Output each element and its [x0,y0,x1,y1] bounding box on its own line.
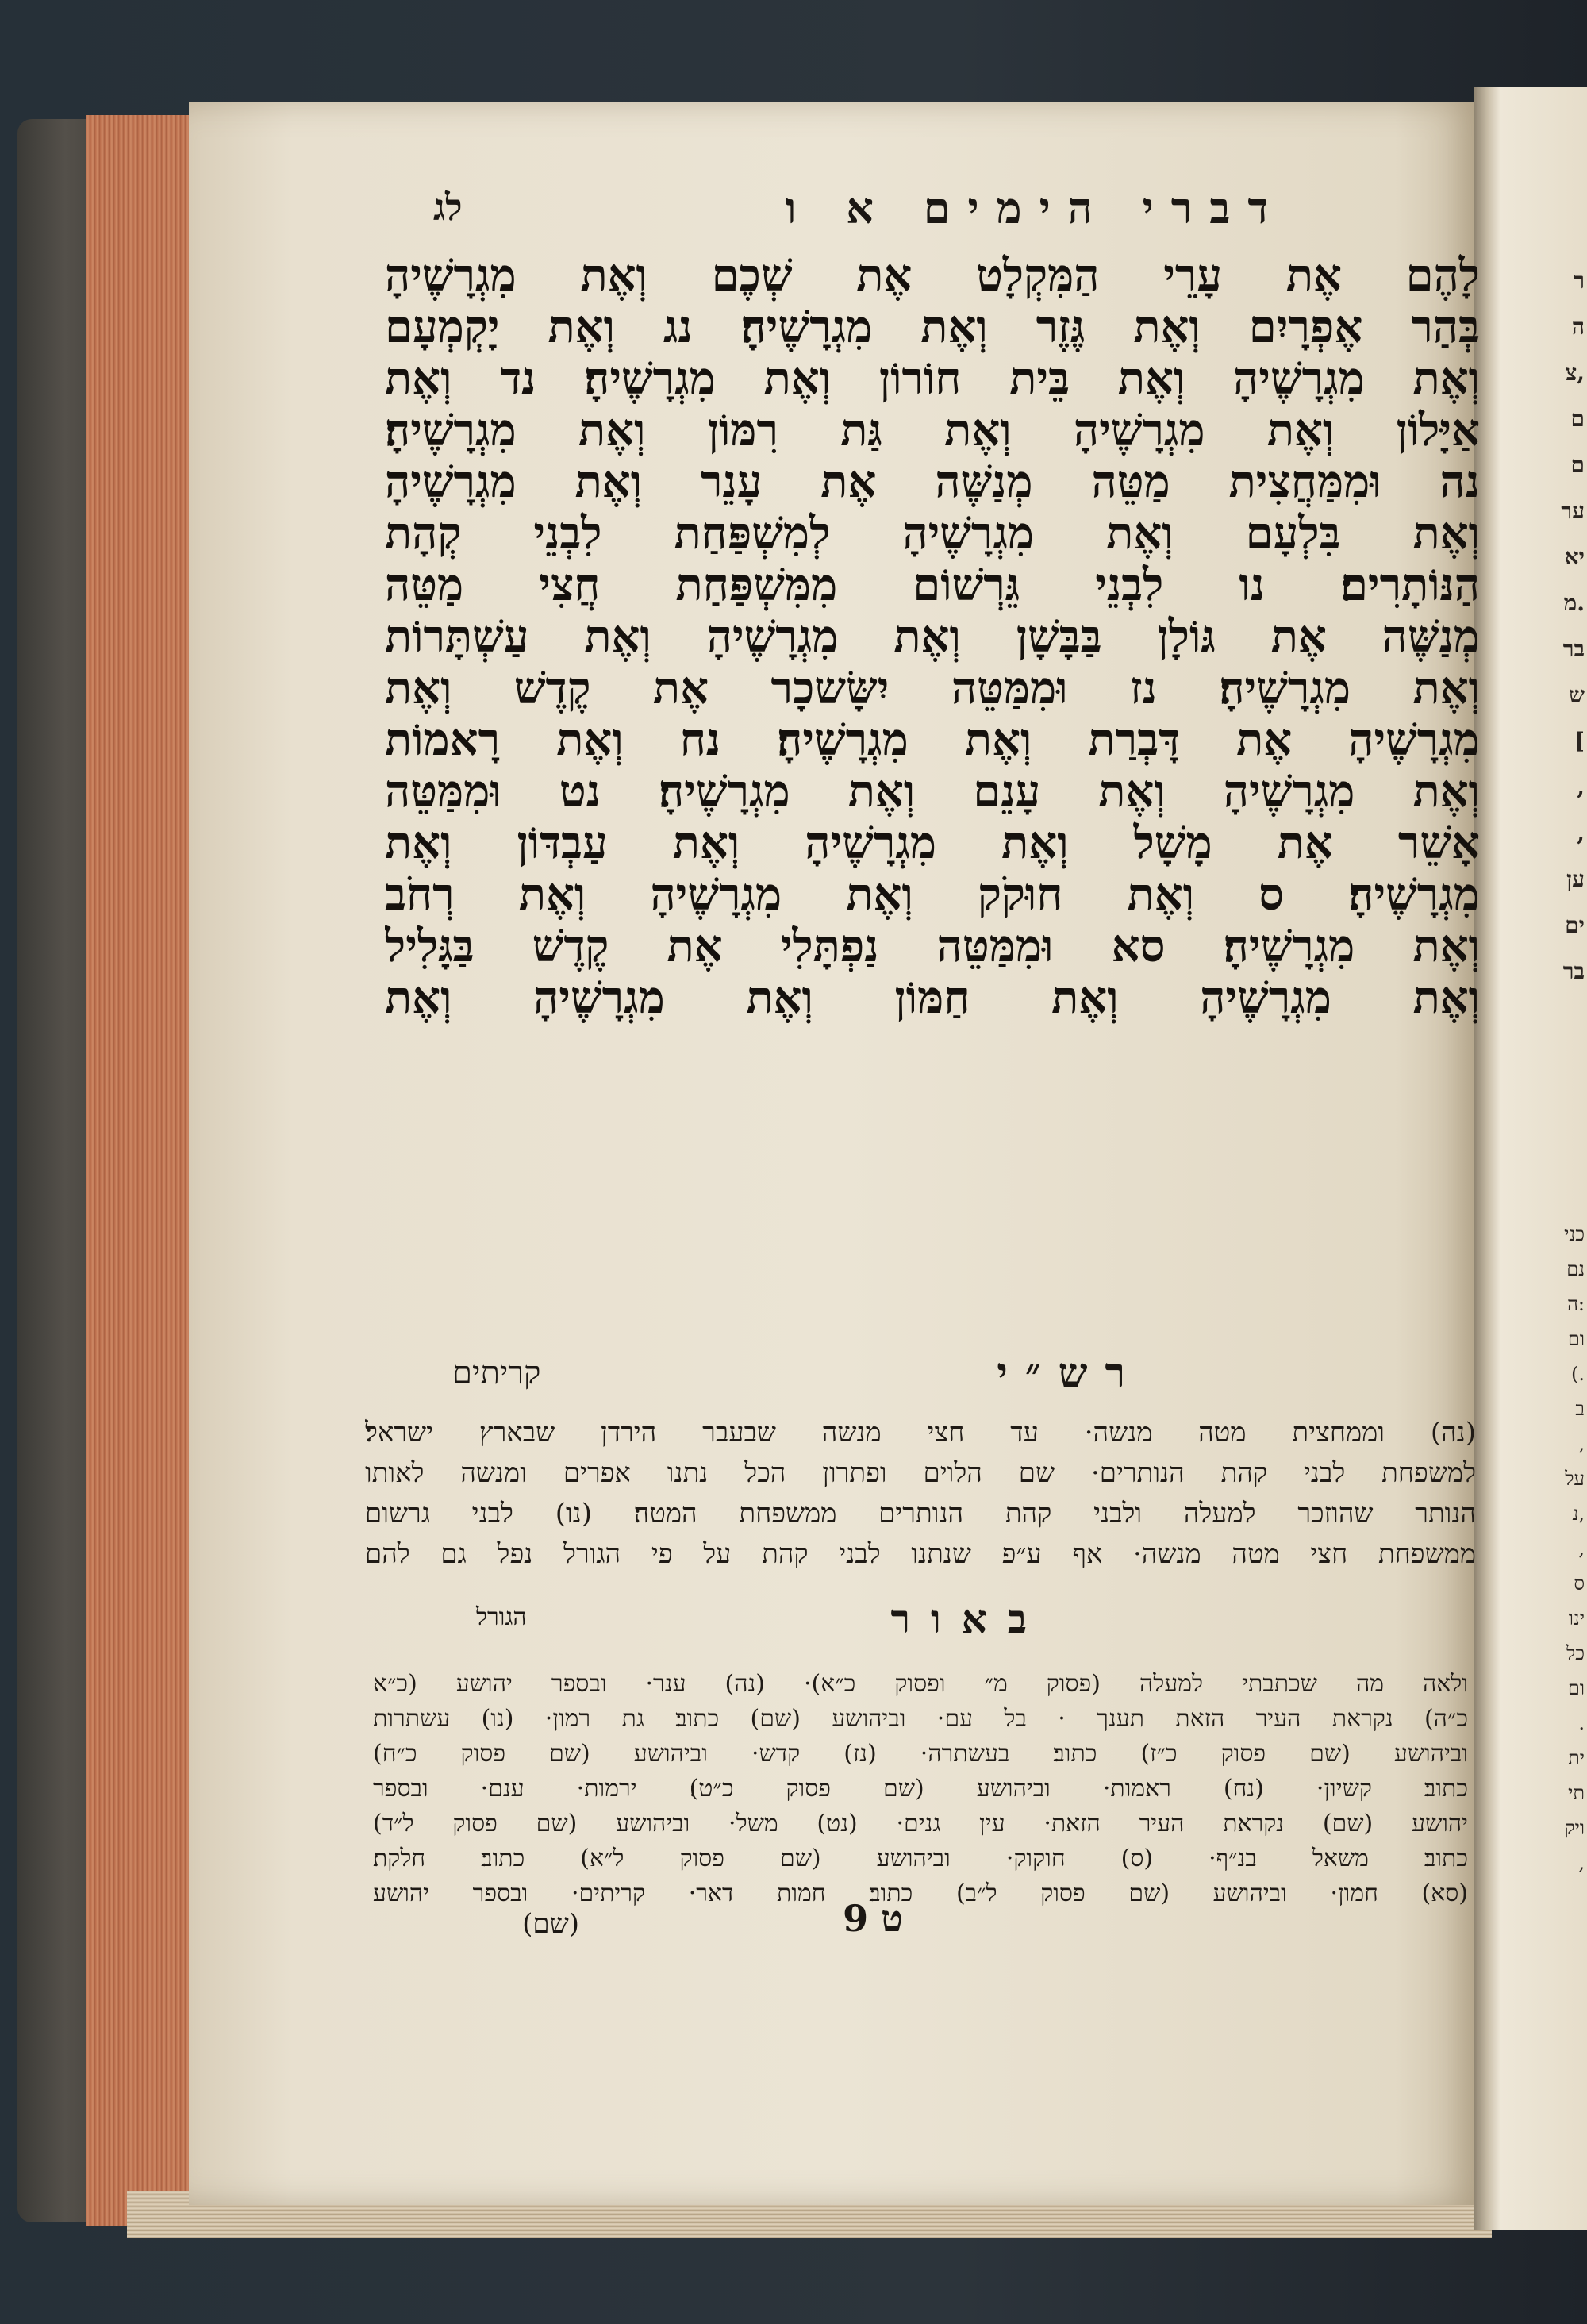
right-page-fragment: ער [1561,498,1585,524]
right-page-fragment: נם [1566,1258,1585,1280]
text-line: מְנַשֶּׁה אֶת גּוֹלָן בַּבָּשָׁן וְאֶת מִגְרָשֶׁיהָ וְאֶת עַשְׁתָּרוֹת [385,611,1480,663]
right-page-fragment: ום [1567,1677,1585,1699]
right-page-fragment: צ, [1565,360,1585,386]
text-line: הַנּוֹתָרִים׃ נו לִבְנֵי גֵּרְשׁוֹם מִמִּשְׁפַּחַת חֲצִי מַטֵּה [385,560,1480,611]
rashi-line: ממשפחת חצי מטה מנשה· אף ע״פ שנתנו לבני קהת על פי הגורל נפל גם להם [365,1538,1476,1570]
right-page-fragment: נ, [1572,1503,1585,1525]
biur-line: ולאה מה שכתבתי למעלה (פסוק מ״ ופסוק כ״א)· (נה) ענר· ובספר יהושע (כ״א [373,1670,1468,1698]
fragment-gap [1509,995,1585,1217]
text-line: וְאֶת מִגְרָשֶׁיהָ וְאֶת בֵּית חוֹרוֹן וְאֶת מִגְרָשֶׁיהָ׃ נד וְאֶת [385,353,1480,405]
right-page-fragment: בר [1562,636,1585,662]
text-line: וְאֶת בִּלְעָם וְאֶת מִגְרָשֶׁיהָ לְמִשְׁפַּחַת לִבְנֵי קְהָת [385,508,1480,560]
biur-line: וביהושע (שם פסוק כ״ז) כתוב׃ בעשתרה· (נז) קדש· וביהושע (שם פסוק כ״ח) [373,1740,1468,1768]
text-line: וְאֶת מִגְרָשֶׁיהָ׃ נז וּמִמַּטֵּה יִשָּׂשכָר אֶת קֶדֶשׁ וְאֶת [385,663,1480,714]
right-page-fragment: , [1578,1537,1585,1560]
catchword: (שם) [522,1908,579,1940]
right-page-fragments [1509,258,1585,1880]
right-page-fragment: ב [1575,1398,1585,1420]
page-header [373,183,1484,246]
right-page-fragment: מ. [1563,590,1585,616]
running-title: דברי הימים א ו [785,183,1286,233]
right-page-fragment: , [1577,774,1585,800]
right-page-fragment: , [1578,1433,1585,1455]
right-page-fragment: ים [1565,912,1585,938]
rashi-line: (נה) וממחצית מטה מנשה· עד חצי מנשה שבעבר הירדן שבארץ ישראל׃ [365,1417,1476,1449]
rashi-line: למשפחת לבני קהת הנותרים· שם הלוים ופתרון הכל נתנו אפרים ומנשה לאותו [365,1457,1476,1489]
right-page-fragment: ה: [1567,1293,1585,1315]
text-line: בְּהַר אֶפְרָיִם וְאֶת גֶּזֶר וְאֶת מִגְרָשֶׁיהָ׃ נג וְאֶת יָקְמְעָם [385,302,1480,353]
biur-heading [444,1595,1397,1645]
rashi-line: הנותר שהוזכר למעלה ולבני קהת הנותרים ממשפחת המטה׃ (נו) לבני גרשום [365,1498,1476,1529]
text-line: לָהֶם אֶת עָרֵי הַמִּקְלָט אֶת שְׁכֶם וְאֶת מִגְרָשֶׁיהָ [385,250,1480,302]
biblical-text [385,250,1480,1024]
right-page [1500,87,1587,2230]
rashi-heading [413,1349,1428,1397]
right-page-fragment: . [1578,1712,1585,1734]
text-line: וְאֶת מִגְרָשֶׁיהָ וְאֶת חַמּוֹן וְאֶת מִגְרָשֶׁיהָ וְאֶת [385,972,1480,1024]
text-line: וְאֶת מִגְרָשֶׁיהָ וְאֶת עָנֵם וְאֶת מִגְרָשֶׁיהָ׃ נט וּמִמַּטֵּה [385,766,1480,818]
right-page-fragment: ם [1570,406,1585,432]
biur-line: יהושע (שם) נקראת העיר הזאת· עין גנים· (נט) משל· וביהושע (שם פסוק ל״ד) [373,1810,1468,1837]
goral-label: הגורל [476,1603,527,1631]
right-page-fragment: , [1577,820,1585,846]
signature-mark: ט 9 [843,1897,903,1940]
biur-line: (סא) חמון· וביהושע (שם פסוק ל״ב) כתוב׃ חמות דאר· קריתים· ובספר יהושע [373,1880,1468,1907]
right-page-fragment: ס [1574,1572,1585,1595]
right-page-fragment: [ [1574,728,1585,754]
right-page-fragment: ש [1569,682,1585,708]
page-number: לג [433,186,463,229]
right-page-fragment: יא [1564,544,1585,570]
biur-line: כ״ה) נקראת העיר הזאת תענך · בל עם· וביהושע (שם) כתוב׃ גת רמון· (נו) עשתרות [373,1705,1468,1733]
biur-line: כתוב׃ משאל בנ״ף· (ס) חוקוק· וביהושע (שם פסוק ל״א) כתוב׃ חלקת׃ [373,1845,1468,1872]
right-page-fragment: ם [1570,452,1585,478]
page-edges [86,115,197,2226]
right-page-fragment: כל [1566,1642,1585,1664]
text-line: אַיָּלוֹן וְאֶת מִגְרָשֶׁיהָ וְאֶת גַּת רִמּוֹן וְאֶת מִגְרָשֶׁיהָ׃ [385,405,1480,456]
text-line: נה וּמִמַּחֲצִית מַטֵּה מְנַשֶּׁה אֶת עָנֵר וְאֶת מִגְרָשֶׁיהָ [385,456,1480,508]
rashi-commentary [365,1413,1476,1575]
right-page-fragment: בר [1562,958,1585,984]
right-page-fragment: ום [1567,1328,1585,1350]
text-line: וְאֶת מִגְרָשֶׁיהָ׃ סא וּמִמַּטֵּה נַפְתָּלִי אֶת קֶדֶשׁ בַּגָּלִיל [385,921,1480,972]
text-line: מִגְרָשֶׁיהָ׃ ס וְאֶת חוּקֹק וְאֶת מִגְרָשֶׁיהָ וְאֶת רְחֹב [385,869,1480,921]
right-page-fragment: (. [1571,1363,1585,1385]
biur-commentary [373,1667,1468,1911]
biur-title: באור [890,1595,1047,1642]
keri-label: קריתים [452,1355,541,1391]
right-page-fragment: כני [1564,1223,1585,1245]
rashi-title: רש״י [997,1349,1143,1398]
right-page-fragment: ה [1571,314,1585,340]
right-page-fragment: על [1565,1468,1585,1490]
right-page-fragment: , [1578,1852,1585,1874]
right-page-fragment: ען [1566,866,1585,892]
right-page-fragment: תי [1568,1782,1585,1804]
text-line: אָשֵׁר אֶת מָשָׁל וְאֶת מִגְרָשֶׁיהָ וְאֶת עַבְדּוֹן וְאֶת [385,818,1480,869]
right-page-fragment: ר [1574,267,1585,294]
text-line: מִגְרָשֶׁיהָ אֶת דָּבְרַת וְאֶת מִגְרָשֶׁיהָ׃ נח וְאֶת רָאמוֹת [385,714,1480,766]
right-page-fragment: ויק [1564,1817,1585,1839]
right-page-fragment: ית [1568,1747,1585,1769]
biur-line: כתוב׃ קשיון· (נח) ראמות· וביהושע (שם פסוק כ״ט)׃ ירמות· ענם· ובספר [373,1775,1468,1803]
right-page-fragment: ינו [1568,1607,1585,1629]
